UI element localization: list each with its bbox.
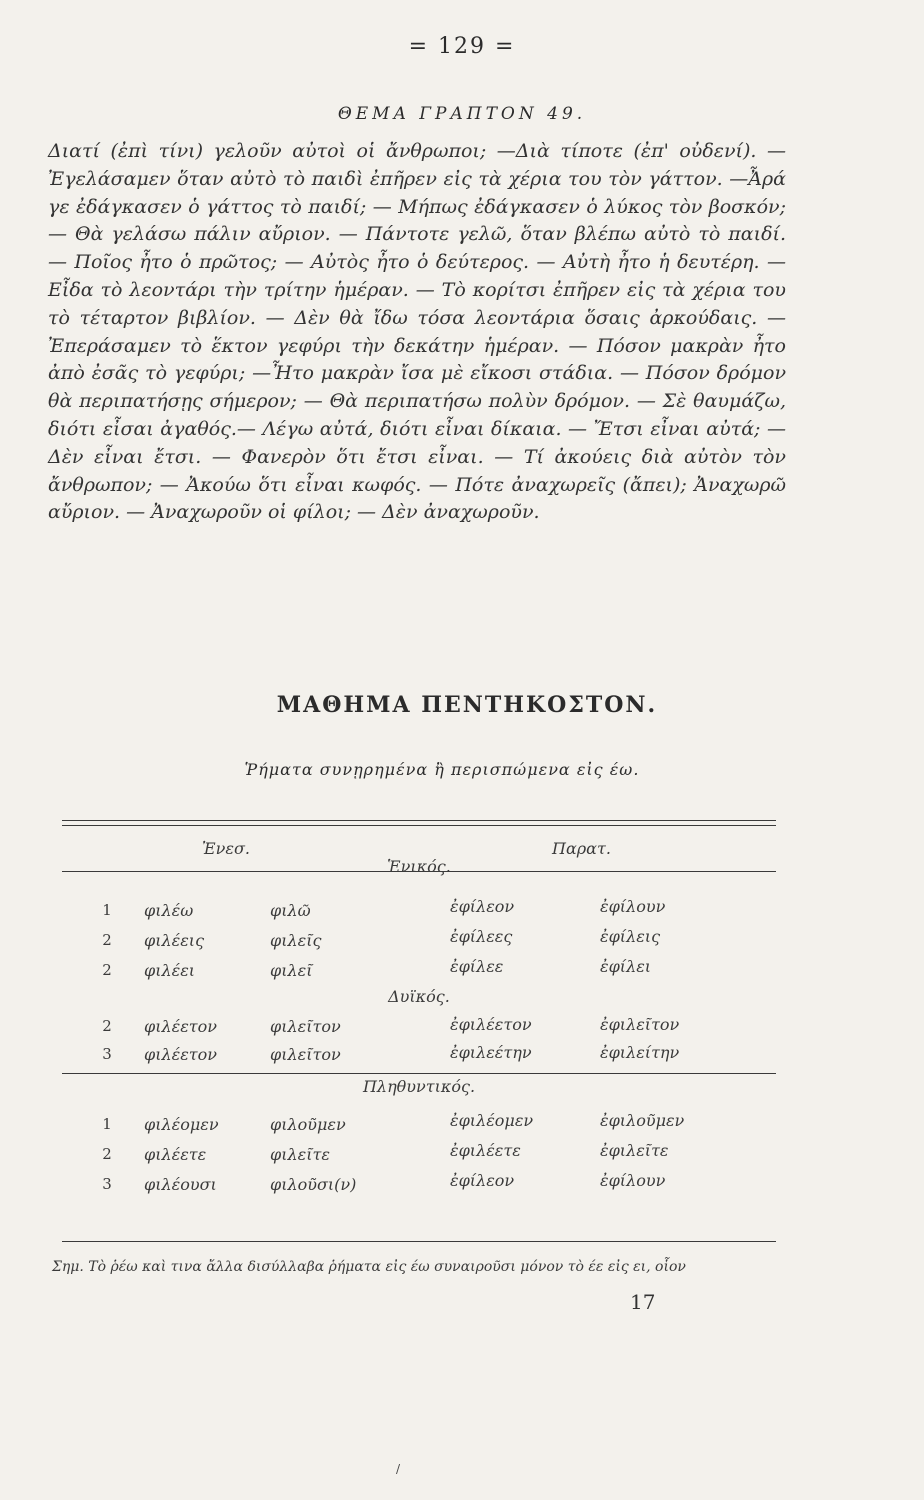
uncontracted-present: φιλέω (144, 901, 194, 920)
person-number: 2 (102, 1145, 112, 1163)
contracted-imperfect: ἐφίλει (600, 957, 652, 976)
uncontracted-present: φιλέετον (144, 1045, 217, 1064)
contracted-imperfect: ἐφιλεῖτε (600, 1141, 669, 1160)
uncontracted-present: φιλέουσι (144, 1175, 217, 1194)
contracted-present: φιλεῖ (270, 961, 313, 980)
signature-number: 17 (630, 1290, 656, 1314)
person-number: 3 (102, 1175, 112, 1193)
lesson-title: ΜΑΘΗΜΑ ΠΕΝΤΗΚΟΣΤΟΝ. (276, 692, 658, 718)
table-rule (62, 1073, 776, 1074)
person-number: 2 (102, 961, 112, 979)
number-heading-singular: Ἑνικός. (387, 857, 451, 876)
lesson-subtitle: Ῥήματα συνῃρημένα ἢ περισπώμενα εἰς έω. (244, 760, 640, 779)
contracted-imperfect: ἐφίλεις (600, 927, 661, 946)
column-head-present: Ἐνεσ. (202, 839, 250, 858)
page-number: = 129 = (408, 34, 516, 59)
uncontracted-imperfect: ἐφίλεες (450, 927, 513, 946)
contracted-present: φιλεῖτε (270, 1145, 330, 1164)
column-head-imperfect: Παρατ. (552, 839, 611, 858)
contracted-imperfect: ἐφιλεῖτον (600, 1015, 680, 1034)
person-number: 2 (102, 1017, 112, 1035)
contracted-imperfect: ἐφιλείτην (600, 1043, 680, 1062)
uncontracted-imperfect: ἐφιλέετε (450, 1141, 521, 1160)
exercise-heading: ΘΕΜΑ ΓΡΑΠΤΟΝ 49. (337, 104, 587, 124)
uncontracted-present: φιλέεις (144, 931, 205, 950)
person-number: 3 (102, 1045, 112, 1063)
uncontracted-imperfect: ἐφιλέομεν (450, 1111, 534, 1130)
person-number: 2 (102, 931, 112, 949)
conjugation-table (62, 820, 776, 1242)
uncontracted-present: φιλέομεν (144, 1115, 219, 1134)
contracted-present: φιλοῦμεν (270, 1115, 346, 1134)
uncontracted-imperfect: ἐφιλεέτην (450, 1043, 532, 1062)
uncontracted-imperfect: ἐφίλεον (450, 897, 515, 916)
contracted-present: φιλεῖτον (270, 1045, 341, 1064)
contracted-present: φιλῶ (270, 901, 311, 920)
contracted-present: φιλοῦσι(ν) (270, 1175, 357, 1194)
contracted-imperfect: ἐφίλουν (600, 897, 666, 916)
contracted-imperfect: ἐφιλοῦμεν (600, 1111, 685, 1130)
uncontracted-imperfect: ἐφίλεε (450, 957, 504, 976)
person-number: 1 (102, 1115, 112, 1133)
exercise-text: Διατί (ἐπὶ τίνι) γελοῦν αὐτοὶ οἱ ἄνθρωποι; —Διὰ τίποτε (ἐπ' οὐδενί). —Ἐγελάσαμεν ὅταν αὐτὸ τὸ παιδὶ ἐπῆρεν εἰς τὰ χέρια του τὸν γάττον. —Ἆρά γε ἐδάγκασεν ὁ γάττος τὸ παιδί; — Μήπως ἐδάγκασεν ὁ λύκος τὸν βοσκόν; — Θὰ γελάσω πάλιν αὔριον. — Πάντοτε γελῶ, ὅταν βλέπω αὐτὸ τὸ παιδί. — Ποῖος ἦτο ὁ πρῶτος; — Αὐτὸς ἦτο ὁ δεύτερος. — Αὐτὴ ἦτο ἡ δευτέρη. — Εἶδα τὸ λεοντάρι τὴν τρίτην ἡμέραν. — Τὸ κορίτσι ἐπῆρεν εἰς τὰ χέρια του τὸ τέταρτον βιβλίον. — Δὲν θὰ ἴδω τόσα λεοντάρια ὅσαις ἀρκούδαις. — Ἐπεράσαμεν τὸ ἕκτον γεφύρι τὴν δεκάτην ἡμέραν. — Πόσον μακρὰν ἦτο ἀπὸ ἐσᾶς τὸ γεφύρι; —Ἦτο μακρὰν ἴσα μὲ εἴκοσι στάδια. — Πόσον δρόμον θὰ περιπατήσῃς σήμερον; — Θὰ περιπατήσω πολὺν δρόμον. — Σὲ θαυμάζω, διότι εἶσαι ἀγαθός.— Λέγω αὐτά, διότι εἶναι δίκαια. — Ἔτσι εἶναι αὐτά; — Δὲν εἶναι ἔτσι. — Φανερὸν ὅτι ἔτσι εἶναι. — Τί ἀκούεις διὰ αὐτὸν τὸν ἄνθρωπον; — Ἀκούω ὅτι εἶναι κωφός. — Πότε ἀναχωρεῖς (ἄπει); Ἀναχωρῶ αὔριον. — Ἀναχωροῦν οἱ φίλοι; — Δὲν ἀναχωροῦν. (48, 140, 786, 524)
footer-mark: / (396, 1462, 401, 1476)
uncontracted-present: φιλέει (144, 961, 196, 980)
number-heading-dual: Δυϊκός. (388, 987, 450, 1006)
person-number: 1 (102, 901, 112, 919)
contracted-present: φιλεῖς (270, 931, 322, 950)
uncontracted-imperfect: ἐφιλέετον (450, 1015, 532, 1034)
contracted-present: φιλεῖτον (270, 1017, 341, 1036)
contracted-imperfect: ἐφίλουν (600, 1171, 666, 1190)
uncontracted-present: φιλέετον (144, 1017, 217, 1036)
uncontracted-imperfect: ἐφίλεον (450, 1171, 515, 1190)
grammar-note: Σημ. Τὸ ῥέω καὶ τινα ἄλλα δισύλλαβα ῥήματα εἰς έω συναιροῦσι μόνον τὸ έε εἰς ει, οἷον (52, 1259, 686, 1275)
number-heading-plural: Πληθυντικός. (362, 1077, 476, 1096)
uncontracted-present: φιλέετε (144, 1145, 207, 1164)
